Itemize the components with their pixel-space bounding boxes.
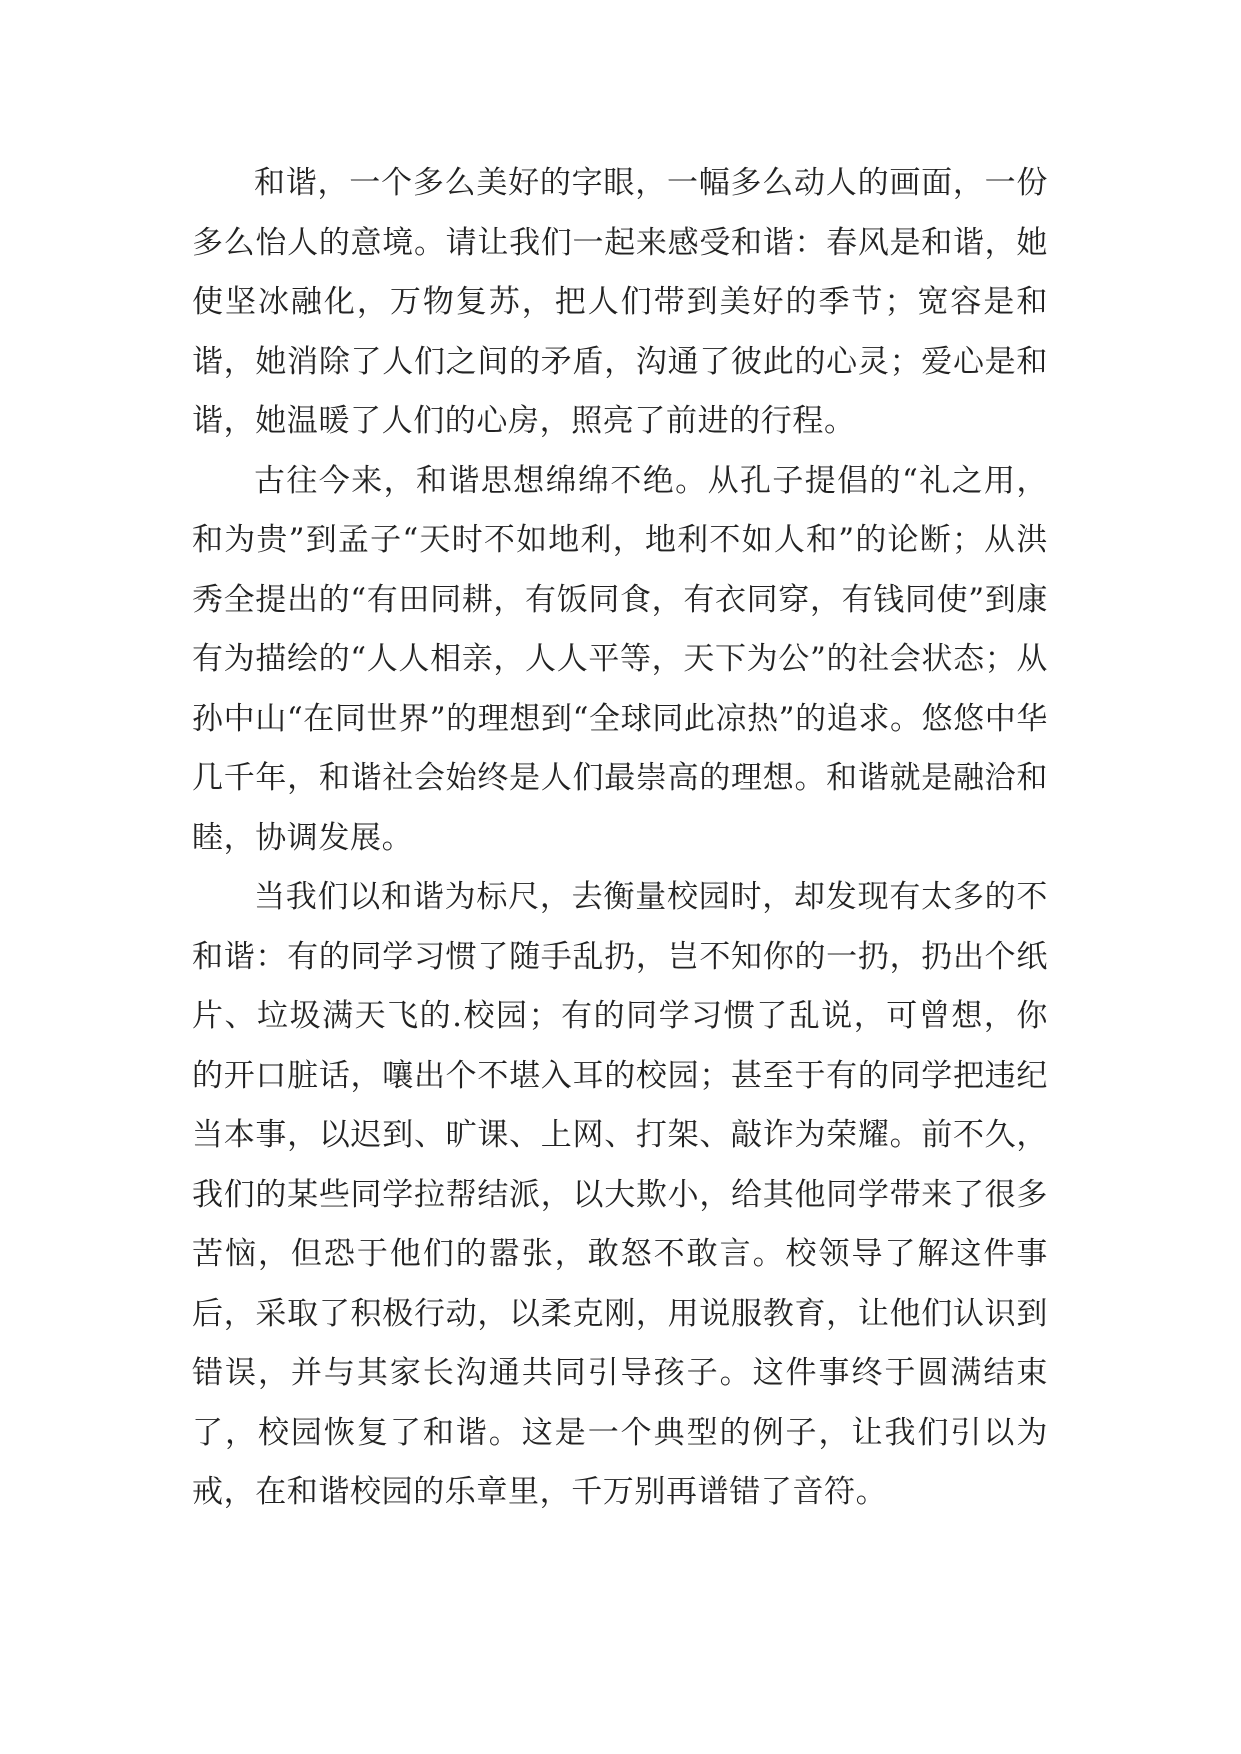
paragraph-1: 和谐，一个多么美好的字眼，一幅多么动人的画面，一份多么怡人的意境。请让我们一起来感受和谐：春风是和谐，她使坚冰融化，万物复苏，把人们带到美好的季节；宽容是和谐，她消除了人们之间的矛盾，沟通了彼此的心灵；爱心是和谐，她温暖了人们的心房，照亮了前进的行程。	[192, 165, 1048, 439]
document-body	[192, 154, 1048, 1523]
paragraph-3: 当我们以和谐为标尺，去衡量校园时，却发现有太多的不和谐：有的同学习惯了随手乱扔，岂不知你的一扔，扔出个纸片、垃圾满天飞的.校园；有的同学习惯了乱说，可曾想，你的开口脏话，嚷出个不堪入耳的校园；甚至于有的同学把违纪当本事，以迟到、旷课、上网、打架、敲诈为荣耀。前不久，我们的某些同学拉帮结派，以大欺小，给其他同学带来了很多苦恼，但恐于他们的嚣张，敢怒不敢言。校领导了解这件事后，采取了积极行动，以柔克刚，用说服教育，让他们认识到错误，并与其家长沟通共同引导孩子。这件事终于圆满结束了，校园恢复了和谐。这是一个典型的例子，让我们引以为戒，在和谐校园的乐章里，千万别再谱错了音符。	[192, 879, 1048, 1510]
paragraph-2: 古往今来，和谐思想绵绵不绝。从孔子提倡的“礼之用，和为贵”到孟子“天时不如地利，地利不如人和”的论断；从洪秀全提出的“有田同耕，有饭同食，有衣同穿，有钱同使”到康有为描绘的“人人相亲，人人平等，天下为公”的社会状态；从孙中山“在同世界”的理想到“全球同此凉热”的追求。悠悠中华几千年，和谐社会始终是人们最崇高的理想。和谐就是融洽和睦，协调发展。	[192, 462, 1048, 856]
